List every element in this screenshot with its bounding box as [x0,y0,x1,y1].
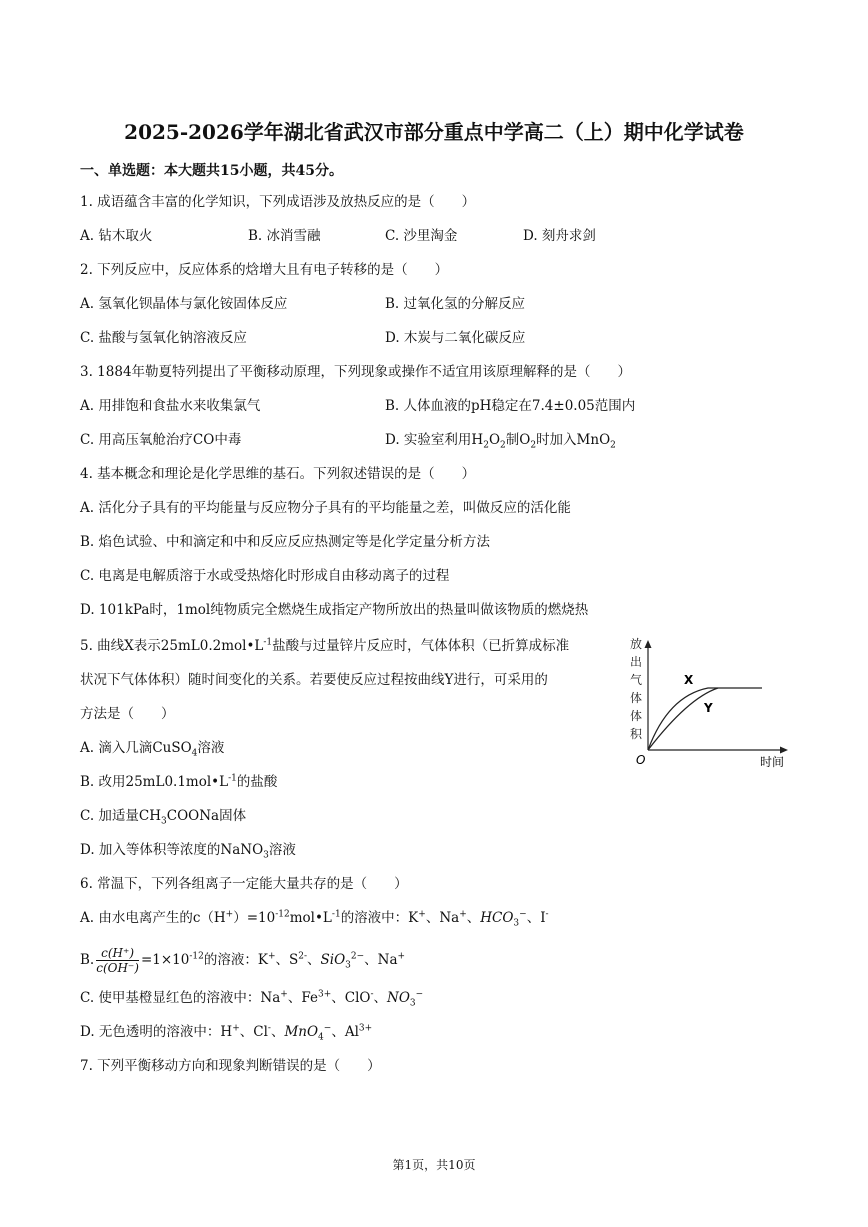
q2-option-d: D. 木炭与二氧化碳反应 [385,330,526,346]
q5-option-c: C. 加适量$CH_3COONa$固体 [80,808,247,827]
q2-option-c: C. 盐酸与氢氧化钠溶液反应 [80,330,247,346]
q5-option-b: B. 改用$25mL0.1mol•L^{-1}$的盐酸 [80,773,278,790]
q4-option-d: D. 101kPa时，1mol纯物质完全燃烧生成指定产物所放出的热量叫做该物质的燃烧热 [80,602,589,618]
q3-option-b: B. 人体血液的pH稳定在7.4±0.05范围内 [385,398,636,414]
q6-option-a: A. 由水电离产生的$c(H^+)=10^{-12}mol•L^{-1}$的溶液中：K+、Na+、$HCO_3^-$、I- [80,909,549,929]
q5-stem-line1: 5. 曲线X表示$25mL0.2mol•L^{-1}$盐酸与过量锌片反应时，气体体积（已折算成标准 [80,637,570,654]
q2-option-a: A. 氢氧化钡晶体与氯化铵固体反应 [80,296,288,312]
ratio-fraction: $\frac{c(H^+)}{c(OH^-)}$ [96,946,139,975]
curve-y-label: Y [704,701,713,715]
exam-title: 2025-2026学年湖北省武汉市部分重点中学高二（上）期中化学试卷 [124,120,744,144]
q5-option-d: D. 加入等体积等浓度的NaNO$_3$溶液 [80,842,296,861]
q5-stem-line2: 状况下气体体积）随时间变化的关系。若要使反应过程按曲线Y进行，可采用的 [80,672,548,688]
q1-option-c: C. 沙里淘金 [385,228,458,244]
ylabel-char: 放 [630,637,643,651]
q3-option-c: C. 用高压氧舱治疗CO中毒 [80,432,242,448]
q5-option-a: A. 滴入几滴CuSO$_4$溶液 [80,740,225,759]
q4-option-c: C. 电离是电解质溶于水或受热熔化时形成自由移动离子的过程 [80,568,450,584]
q1-stem: 1. 成语蕴含丰富的化学知识，下列成语涉及放热反应的是（ ） [80,194,476,210]
curve-x-label: X [684,673,694,687]
y-axis-arrow-icon [645,640,652,648]
q6-stem: 6. 常温下，下列各组离子一定能大量共存的是（ ） [80,876,408,892]
q5-stem-line3: 方法是（ ） [80,706,175,722]
graph-xlabel: 时间 [760,755,785,769]
graph-origin: O [636,753,646,767]
q1-option-b: B. 冰消雪融 [248,228,321,244]
ylabel-char: 体 [630,709,643,723]
q4-option-b: B. 焰色试验、中和滴定和中和反应反应热测定等是化学定量分析方法 [80,534,491,550]
curve-y [648,688,718,750]
ylabel-char: 积 [630,727,643,741]
graph-ylabel [630,637,643,741]
x-axis-arrow-icon [780,747,788,754]
q1-option-d: D. 刻舟求剑 [523,228,596,244]
curve-x [648,688,762,750]
q3-option-a: A. 用排饱和食盐水来收集氯气 [80,398,261,414]
page-footer: 第1页，共10页 [392,1158,476,1172]
ylabel-char: 体 [630,691,643,705]
q7-stem: 7. 下列平衡移动方向和现象判断错误的是（ ） [80,1058,381,1074]
q6-option-d: D. 无色透明的溶液中：H+、Cl-、MnO$_4$−、$Al^{3+}$ [80,1023,373,1043]
q2-option-b: B. 过氧化氢的分解反应 [385,296,526,312]
q6-option-c: C. 使甲基橙显红色的溶液中：Na+、$Fe^{3+}$、ClO-、$NO_3^-$ [80,989,424,1009]
q2-stem: 2. 下列反应中，反应体系的焓增大且有电子转移的是（ ） [80,262,449,278]
q1-option-a: A. 钻木取火 [80,228,153,244]
q5-volume-time-graph [622,632,792,772]
section-heading: 一、单选题：本大题共15小题，共45分。 [80,163,343,179]
ylabel-char: 出 [630,655,643,669]
q4-stem: 4. 基本概念和理论是化学思维的基石。下列叙述错误的是（ ） [80,466,476,482]
ylabel-char: 气 [630,673,643,687]
q4-option-a: A. 活化分子具有的平均能量与反应物分子具有的平均能量之差，叫做反应的活化能 [80,500,571,516]
q6-option-b: B. $\frac{c(H^+)}{c(OH^-)}$ $=1\times 10^{-12}$的溶液：K+、$S^{2-}$、SiO$_3^{2-}$、Na+ [80,946,406,975]
q3-stem: 3. 1884年勒夏特列提出了平衡移动原理，下列现象或操作不适宜用该原理解释的是（ ） [80,364,632,380]
q3-option-d: D. 实验室利用$H_2O_2$制$O_2$时加入MnO$_2$ [385,432,616,451]
